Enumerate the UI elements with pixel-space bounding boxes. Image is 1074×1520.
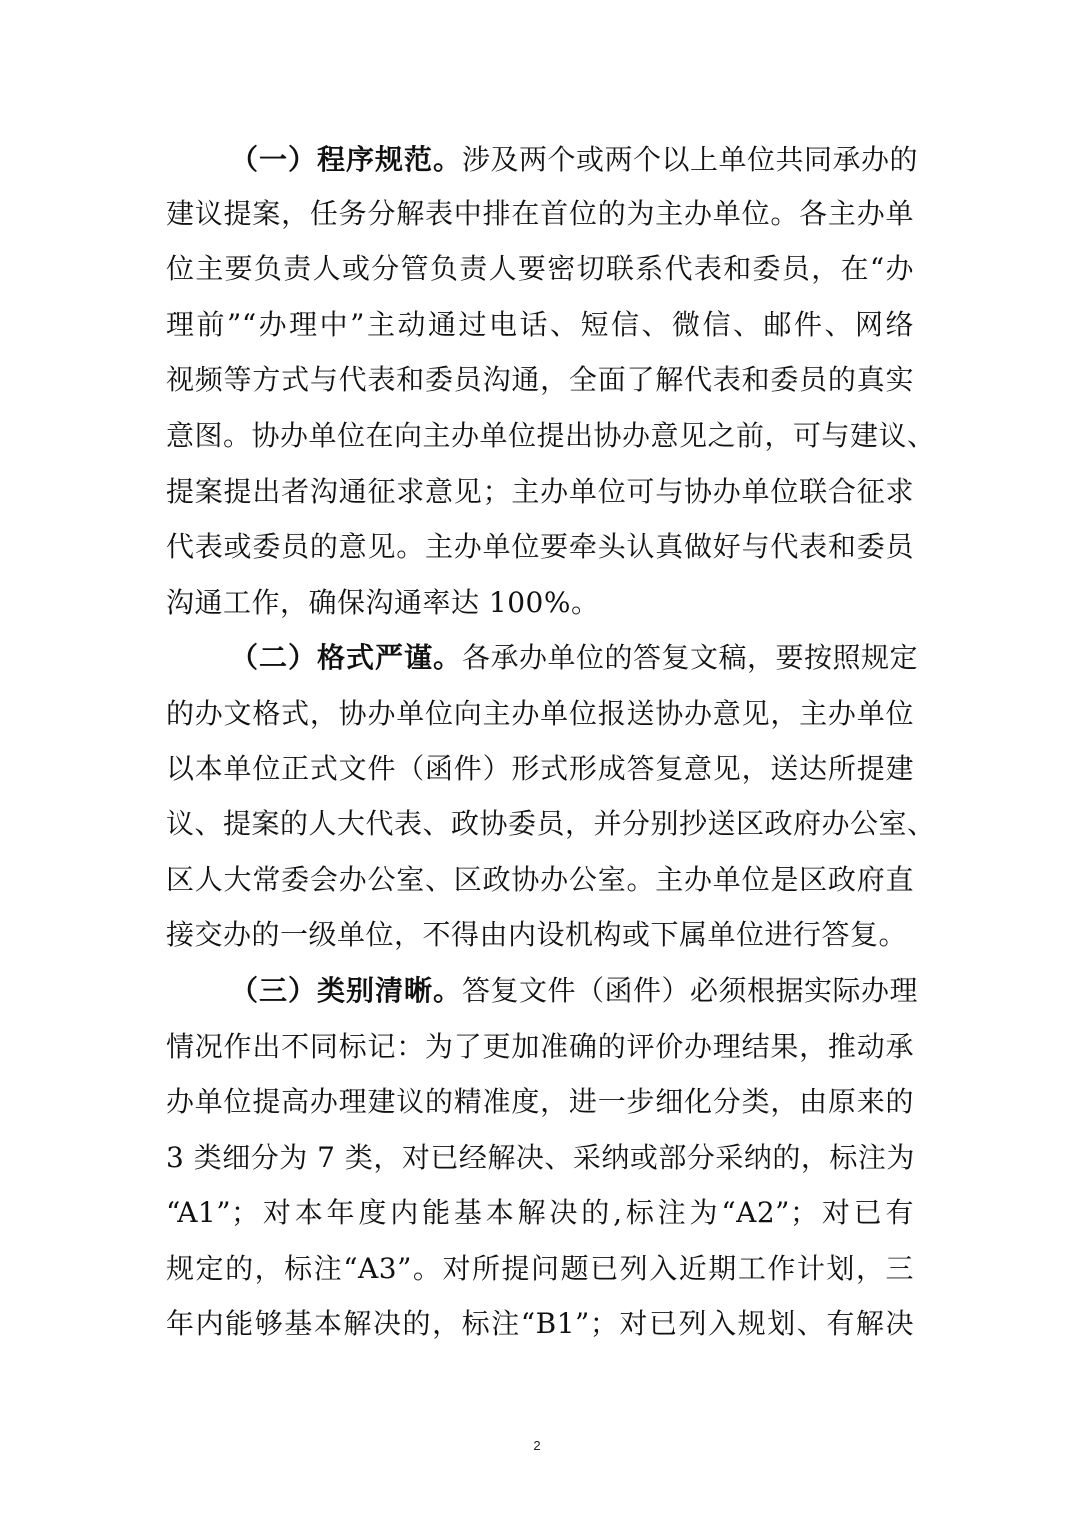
paragraph-2-text: 各承办单位的答复文稿，要按照规定: [462, 641, 919, 674]
paragraph-1-line-4: 理前”“办理中”主动通过电话、短信、微信、邮件、网络: [166, 308, 914, 341]
paragraph-1-line-3: 位主要负责人或分管负责人要密切联系代表和委员，在“办: [166, 252, 914, 285]
paragraph-2-line-2: 的办文格式，协办单位向主办单位报送协办意见，主办单位: [166, 697, 914, 730]
paragraph-3-text: 答复文件（函件）必须根据实际办理: [462, 974, 919, 1007]
paragraph-1-line-9: 沟通工作，确保沟通率达 100%。: [166, 586, 600, 619]
paragraph-3-line-4: 3 类细分为 7 类，对已经解决、采纳或部分采纳的，标注为: [166, 1141, 915, 1174]
paragraph-1-line-6: 意图。协办单位在向主办单位提出协办意见之前，可与建议、: [166, 419, 936, 452]
paragraph-3-line-2: 情况作出不同标记：为了更加准确的评价办理结果，推动承: [166, 1030, 914, 1063]
paragraph-2-line-4: 议、提案的人大代表、政协委员，并分别抄送区政府办公室、: [166, 807, 936, 840]
paragraph-1-line-8: 代表或委员的意见。主办单位要牵头认真做好与代表和委员: [166, 530, 914, 563]
paragraph-1-line-5: 视频等方式与代表和委员沟通，全面了解代表和委员的真实: [166, 363, 914, 396]
paragraph-2-heading: （二）格式严谨。: [230, 641, 463, 674]
paragraph-1-line-1: [230, 136, 919, 184]
paragraph-2-line-5: 区人大常委会办公室、区政协办公室。主办单位是区政府直: [166, 863, 914, 896]
paragraph-3-line-7: 年内能够基本解决的，标注“B1”；对已列入规划、有解决: [166, 1307, 914, 1340]
paragraph-3-heading: （三）类别清晰。: [230, 974, 463, 1007]
paragraph-3-line-6: 规定的，标注“A3”。对所提问题已列入近期工作计划，三: [166, 1252, 914, 1285]
paragraph-2-line-6: 接交办的一级单位，不得由内设机构或下属单位进行答复。: [166, 918, 908, 951]
paragraph-2-line-3: 以本单位正式文件（函件）形式形成答复意见，送达所提建: [166, 752, 914, 785]
page-number: 2: [533, 1438, 541, 1453]
paragraph-3-line-1: [230, 967, 919, 1015]
paragraph-1-text: 涉及两个或两个以上单位共同承办的: [462, 143, 919, 176]
paragraph-1-heading: （一）程序规范。: [230, 143, 463, 176]
paragraph-3-line-3: 办单位提高办理建议的精准度，进一步细化分类，由原来的: [166, 1085, 914, 1118]
paragraph-3-line-5: “A1”；对本年度内能基本解决的,标注为“A2”；对已有: [166, 1196, 914, 1229]
paragraph-2-line-1: [230, 634, 919, 682]
paragraph-1-line-7: 提案提出者沟通征求意见；主办单位可与协办单位联合征求: [166, 475, 914, 508]
paragraph-1-line-2: 建议提案，任务分解表中排在首位的为主办单位。各主办单: [166, 197, 914, 230]
